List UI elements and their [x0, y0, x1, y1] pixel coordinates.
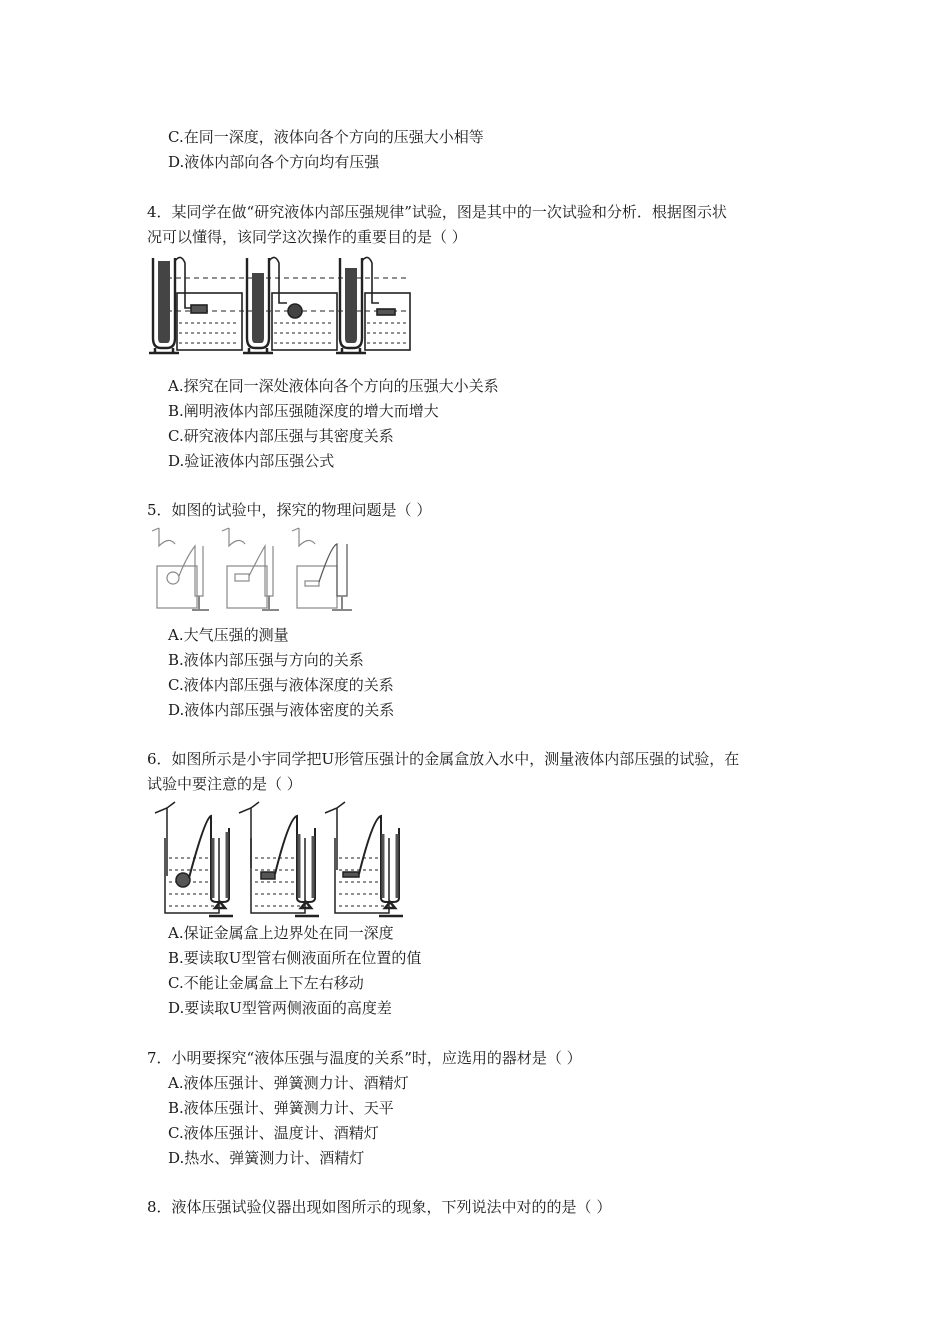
q5-pressure-diagram	[147, 526, 362, 616]
q4-option-d: D.验证液体内部压强公式	[168, 452, 335, 470]
q4-stem-line1: 4．某同学在做“研究液体内部压强规律”试验，图是其中的一次试验和分析．根据图示状	[147, 203, 727, 221]
q3-option-d: D.液体内部向各个方向均有压强	[168, 153, 380, 171]
q7-stem: 7．小明要探究“液体压强与温度的关系”时，应选用的器材是（ ）	[147, 1049, 582, 1067]
q5-option-a: A.大气压强的测量	[168, 626, 289, 644]
q8-stem: 8．液体压强试验仪器出现如图所示的现象，下列说法中对的的是（ ）	[147, 1198, 612, 1216]
q7-option-d: D.热水、弹簧测力计、酒精灯	[168, 1149, 365, 1167]
q4-stem-line2: 况可以懂得，该同学这次操作的重要目的是（ ）	[147, 228, 467, 246]
q7-option-c: C.液体压强计、温度计、酒精灯	[168, 1124, 379, 1142]
q4-option-b: B.阐明液体内部压强随深度的增大而增大	[168, 402, 439, 420]
q3-option-c: C.在同一深度，液体向各个方向的压强大小相等	[168, 128, 484, 146]
q5-stem: 5．如图的试验中，探究的物理问题是（ ）	[147, 501, 432, 519]
q5-option-d: D.液体内部压强与液体密度的关系	[168, 701, 395, 719]
q5-option-c: C.液体内部压强与液体深度的关系	[168, 676, 394, 694]
q6-option-c: C.不能让金属盒上下左右移动	[168, 974, 364, 992]
q6-option-d: D.要读取U型管两侧液面的高度差	[168, 999, 392, 1017]
q4-pressure-gauge-diagram	[147, 253, 417, 358]
q6-figure	[147, 798, 407, 918]
q5-option-b: B.液体内部压强与方向的关系	[168, 651, 364, 669]
q7-option-a: A.液体压强计、弹簧测力计、酒精灯	[168, 1074, 409, 1092]
q6-u-tube-diagram	[147, 798, 407, 918]
q4-option-a: A.探究在同一深处液体向各个方向的压强大小关系	[168, 377, 499, 395]
q6-option-b: B.要读取U型管右侧液面所在位置的值	[168, 949, 422, 967]
q5-figure	[147, 526, 362, 616]
q6-option-a: A.保证金属盒上边界处在同一深度	[168, 924, 394, 942]
q7-option-b: B.液体压强计、弹簧测力计、天平	[168, 1099, 394, 1117]
q6-stem-line2: 试验中要注意的是（ ）	[147, 775, 302, 793]
q4-option-c: C.研究液体内部压强与其密度关系	[168, 427, 394, 445]
q4-figure	[147, 253, 417, 358]
q6-stem-line1: 6．如图所示是小宇同学把U形管压强计的金属盒放入水中，测量液体内部压强的试验，在	[147, 750, 740, 768]
